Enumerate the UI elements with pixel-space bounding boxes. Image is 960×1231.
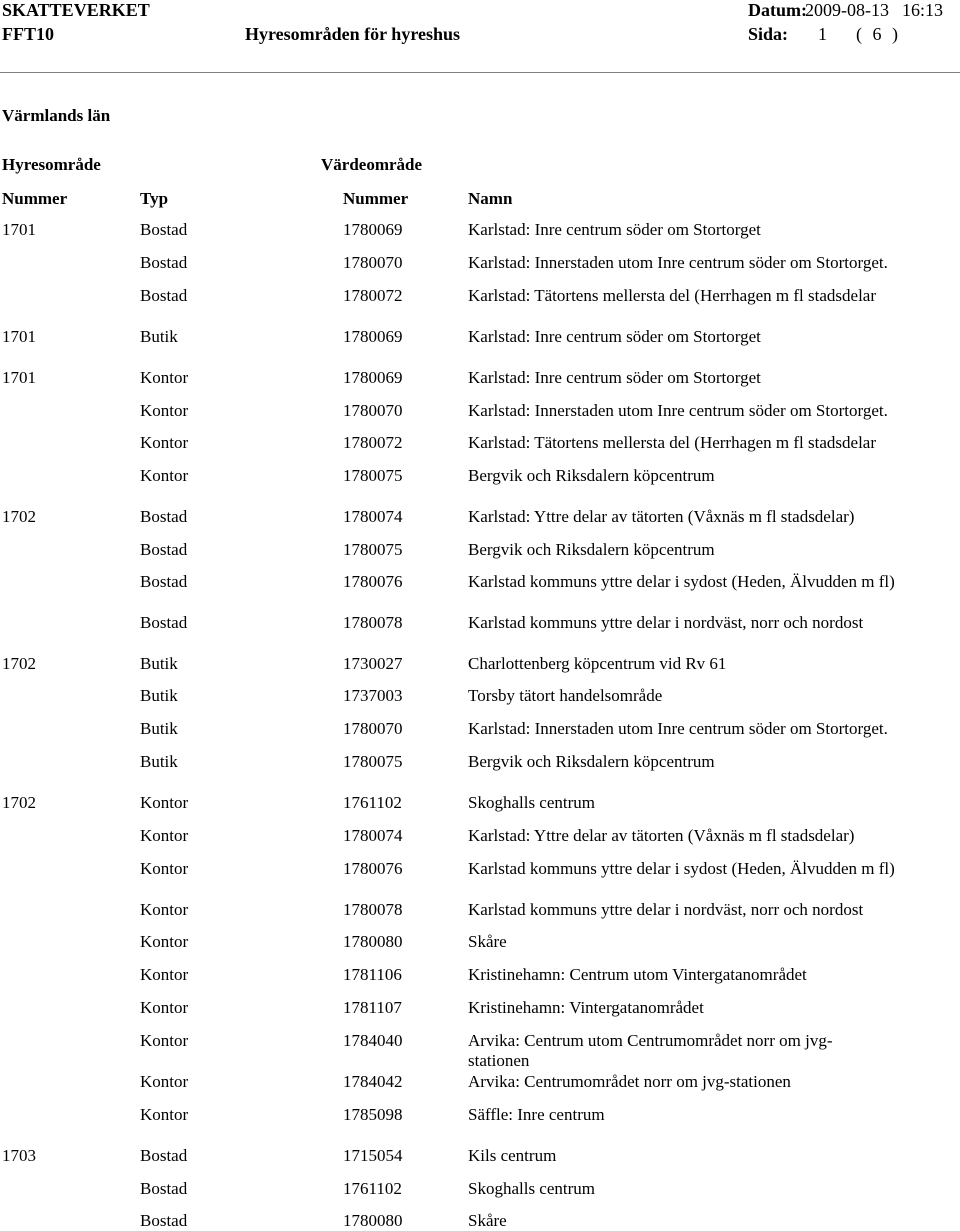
- typ: Kontor: [140, 793, 189, 812]
- page-total: ( 6 ): [856, 24, 898, 44]
- namn: Skoghalls centrum: [468, 1179, 596, 1198]
- vardeomrade-nummer: 1780075: [343, 752, 403, 771]
- namn: Arvika: Centrumområdet norr om jvg-stationen: [468, 1072, 791, 1091]
- hyresomrade-nummer: 1701: [2, 220, 36, 239]
- header-divider: [0, 72, 960, 73]
- typ: Kontor: [140, 1031, 189, 1050]
- typ: Kontor: [140, 433, 189, 452]
- report-code: FFT10: [2, 24, 54, 44]
- page-current: 1: [818, 24, 827, 44]
- namn: Karlstad: Tätortens mellersta del (Herrhagen m fl stadsdelar: [468, 433, 877, 452]
- typ: Kontor: [140, 965, 189, 984]
- namn: Karlstad: Yttre delar av tätorten (Våxnäs m fl stadsdelar): [468, 507, 855, 526]
- typ: Butik: [140, 654, 178, 673]
- namn: Karlstad kommuns yttre delar i sydost (Heden, Älvudden m fl): [468, 859, 895, 878]
- vardeomrade-nummer: 1780076: [343, 859, 403, 878]
- vardeomrade-nummer: 1780080: [343, 1211, 403, 1230]
- namn: Karlstad: Inre centrum söder om Stortorget: [468, 327, 761, 346]
- namn: Säffle: Inre centrum: [468, 1105, 605, 1124]
- vardeomrade-nummer: 1785098: [343, 1105, 403, 1124]
- vardeomrade-nummer: 1780072: [343, 286, 403, 305]
- hyresomrade-nummer: 1702: [2, 793, 36, 812]
- namn: Kristinehamn: Centrum utom Vintergatanområdet: [468, 965, 807, 984]
- typ: Bostad: [140, 572, 188, 591]
- vardeomrade-nummer: 1780074: [343, 507, 403, 526]
- namn: Karlstad: Innerstaden utom Inre centrum söder om Stortorget.: [468, 719, 888, 738]
- typ: Butik: [140, 752, 178, 771]
- namn: Skoghalls centrum: [468, 793, 596, 812]
- vardeomrade-nummer: 1780069: [343, 327, 403, 346]
- typ: Bostad: [140, 613, 188, 632]
- col-group-hyresomrade: Hyresområde: [2, 155, 101, 174]
- county-heading: Värmlands län: [2, 106, 111, 125]
- namn: Charlottenberg köpcentrum vid Rv 61: [468, 654, 727, 673]
- namn: Karlstad: Tätortens mellersta del (Herrhagen m fl stadsdelar: [468, 286, 877, 305]
- vardeomrade-nummer: 1780078: [343, 613, 403, 632]
- namn: Skåre: [468, 1211, 507, 1230]
- col-nummer-vardeomrade: Nummer: [343, 189, 409, 208]
- hyresomrade-nummer: 1702: [2, 654, 36, 673]
- typ: Kontor: [140, 368, 189, 387]
- namn: Bergvik och Riksdalern köpcentrum: [468, 540, 715, 559]
- vardeomrade-nummer: 1780076: [343, 572, 403, 591]
- vardeomrade-nummer: 1781107: [343, 998, 402, 1017]
- namn: Karlstad: Yttre delar av tätorten (Våxnäs m fl stadsdelar): [468, 826, 855, 845]
- namn: Karlstad kommuns yttre delar i nordväst, norr och nordost: [468, 613, 864, 632]
- vardeomrade-nummer: 1784040: [343, 1031, 403, 1050]
- time-value: 16:13: [902, 0, 944, 20]
- typ: Butik: [140, 686, 178, 705]
- namn: Arvika: Centrum utom Centrumområdet norr om jvg-stationen: [468, 1031, 833, 1070]
- typ: Kontor: [140, 859, 189, 878]
- hyresomrade-nummer: 1702: [2, 507, 36, 526]
- typ: Bostad: [140, 220, 188, 239]
- namn: Karlstad kommuns yttre delar i nordväst, norr och nordost: [468, 900, 864, 919]
- typ: Bostad: [140, 253, 188, 272]
- namn: Bergvik och Riksdalern köpcentrum: [468, 752, 715, 771]
- namn: Kristinehamn: Vintergatanområdet: [468, 998, 704, 1017]
- typ: Kontor: [140, 900, 189, 919]
- typ: Kontor: [140, 1072, 189, 1091]
- typ: Bostad: [140, 540, 188, 559]
- vardeomrade-nummer: 1715054: [343, 1146, 403, 1165]
- vardeomrade-nummer: 1780075: [343, 540, 403, 559]
- typ: Bostad: [140, 1211, 188, 1230]
- col-namn: Namn: [468, 189, 513, 208]
- namn: Karlstad kommuns yttre delar i sydost (Heden, Älvudden m fl): [468, 572, 895, 591]
- typ: Butik: [140, 719, 178, 738]
- typ: Kontor: [140, 998, 189, 1017]
- typ: Kontor: [140, 932, 189, 951]
- vardeomrade-nummer: 1761102: [343, 1179, 402, 1198]
- vardeomrade-nummer: 1781106: [343, 965, 402, 984]
- report-title: Hyresområden för hyreshus: [245, 24, 461, 44]
- vardeomrade-nummer: 1737003: [343, 686, 403, 705]
- hyresomrade-nummer: 1701: [2, 368, 36, 387]
- namn: Karlstad: Inre centrum söder om Stortorget: [468, 220, 761, 239]
- vardeomrade-nummer: 1730027: [343, 654, 403, 673]
- page-label: Sida:: [748, 24, 789, 44]
- typ: Bostad: [140, 507, 188, 526]
- typ: Kontor: [140, 826, 189, 845]
- vardeomrade-nummer: 1780069: [343, 220, 403, 239]
- col-group-vardeomrade: Värdeområde: [321, 155, 423, 174]
- namn: Kils centrum: [468, 1146, 557, 1165]
- date-value: 2009-08-13: [805, 0, 889, 20]
- typ: Kontor: [140, 1105, 189, 1124]
- vardeomrade-nummer: 1780069: [343, 368, 403, 387]
- vardeomrade-nummer: 1784042: [343, 1072, 403, 1091]
- typ: Bostad: [140, 1146, 188, 1165]
- hyresomrade-nummer: 1701: [2, 327, 36, 346]
- namn: Torsby tätort handelsområde: [468, 686, 663, 705]
- vardeomrade-nummer: 1780080: [343, 932, 403, 951]
- col-nummer-hyresomrade: Nummer: [2, 189, 68, 208]
- org-name: SKATTEVERKET: [2, 0, 150, 20]
- typ: Bostad: [140, 1179, 188, 1198]
- vardeomrade-nummer: 1780074: [343, 826, 403, 845]
- vardeomrade-nummer: 1780070: [343, 719, 403, 738]
- namn: Skåre: [468, 932, 507, 951]
- typ: Butik: [140, 327, 178, 346]
- namn: Bergvik och Riksdalern köpcentrum: [468, 466, 715, 485]
- namn: Karlstad: Inre centrum söder om Stortorget: [468, 368, 761, 387]
- col-typ: Typ: [140, 189, 169, 208]
- namn: Karlstad: Innerstaden utom Inre centrum söder om Stortorget.: [468, 401, 888, 420]
- date-label: Datum:: [748, 0, 807, 20]
- namn: Karlstad: Innerstaden utom Inre centrum söder om Stortorget.: [468, 253, 888, 272]
- vardeomrade-nummer: 1780070: [343, 401, 403, 420]
- typ: Kontor: [140, 466, 189, 485]
- vardeomrade-nummer: 1780072: [343, 433, 403, 452]
- hyresomrade-nummer: 1703: [2, 1146, 36, 1165]
- vardeomrade-nummer: 1780070: [343, 253, 403, 272]
- vardeomrade-nummer: 1780075: [343, 466, 403, 485]
- vardeomrade-nummer: 1780078: [343, 900, 403, 919]
- vardeomrade-nummer: 1761102: [343, 793, 402, 812]
- typ: Kontor: [140, 401, 189, 420]
- typ: Bostad: [140, 286, 188, 305]
